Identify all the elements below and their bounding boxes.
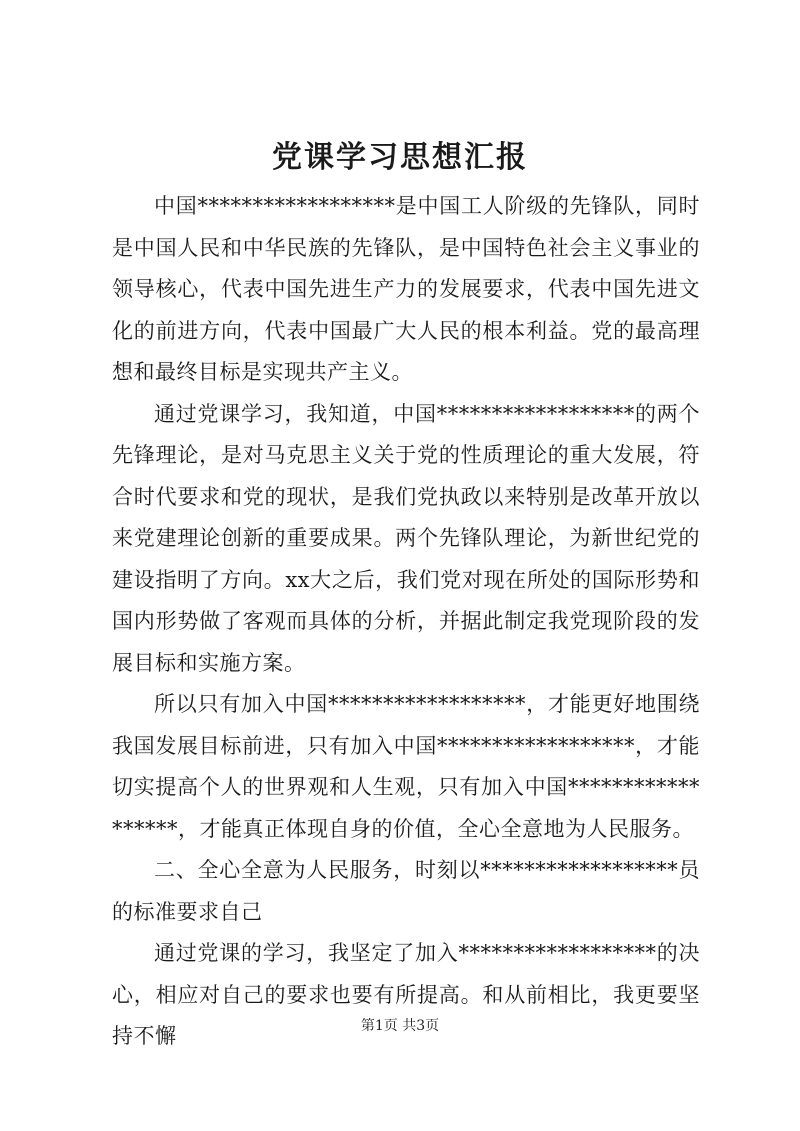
section-heading-2: 二、全心全意为人民服务，时刻以******************员的标准要求自己	[112, 858, 700, 924]
paragraph-4: 通过党课的学习，我坚定了加入******************的决心，相应对自己的要求也要有所提高。和从前相比，我更要坚持不懈	[112, 941, 700, 1048]
document-title: 党课学习思想汇报	[272, 140, 528, 175]
page-footer: 第1页 共3页	[360, 1018, 440, 1034]
paragraph-1: 中国******************是中国工人阶级的先锋队，同时是中国人民和中华民族的先锋队，是中国特色社会主义事业的领导核心，代表中国先进生产力的发展要求，代表中国先进文化的前进方向，代表中国最广大人民的根本利益。党的最高理想和最终目标是实现共产主义。	[112, 194, 700, 384]
document-body	[112, 186, 700, 1058]
paragraph-2: 通过党课学习，我知道，中国******************的两个先锋理论，是对马克思主义关于党的性质理论的重大发展，符合时代要求和党的现状，是我们党执政以来特别是改革开放以来党建理论创新的重要成果。两个先锋队理论，为新世纪党的建设指明了方向。xx大之后，我们党对现在所处的国际形势和国内形势做了客观而具体的分析，并据此制定我党现阶段的发展目标和实施方案。	[112, 401, 700, 675]
paragraph-3: 所以只有加入中国******************，才能更好地围绕我国发展目标前进，只有加入中国******************，才能切实提高个人的世界观和人生观，只有加入中国******************，才能真正体现自身的价值，全心全意地为人民服务。	[112, 692, 700, 841]
